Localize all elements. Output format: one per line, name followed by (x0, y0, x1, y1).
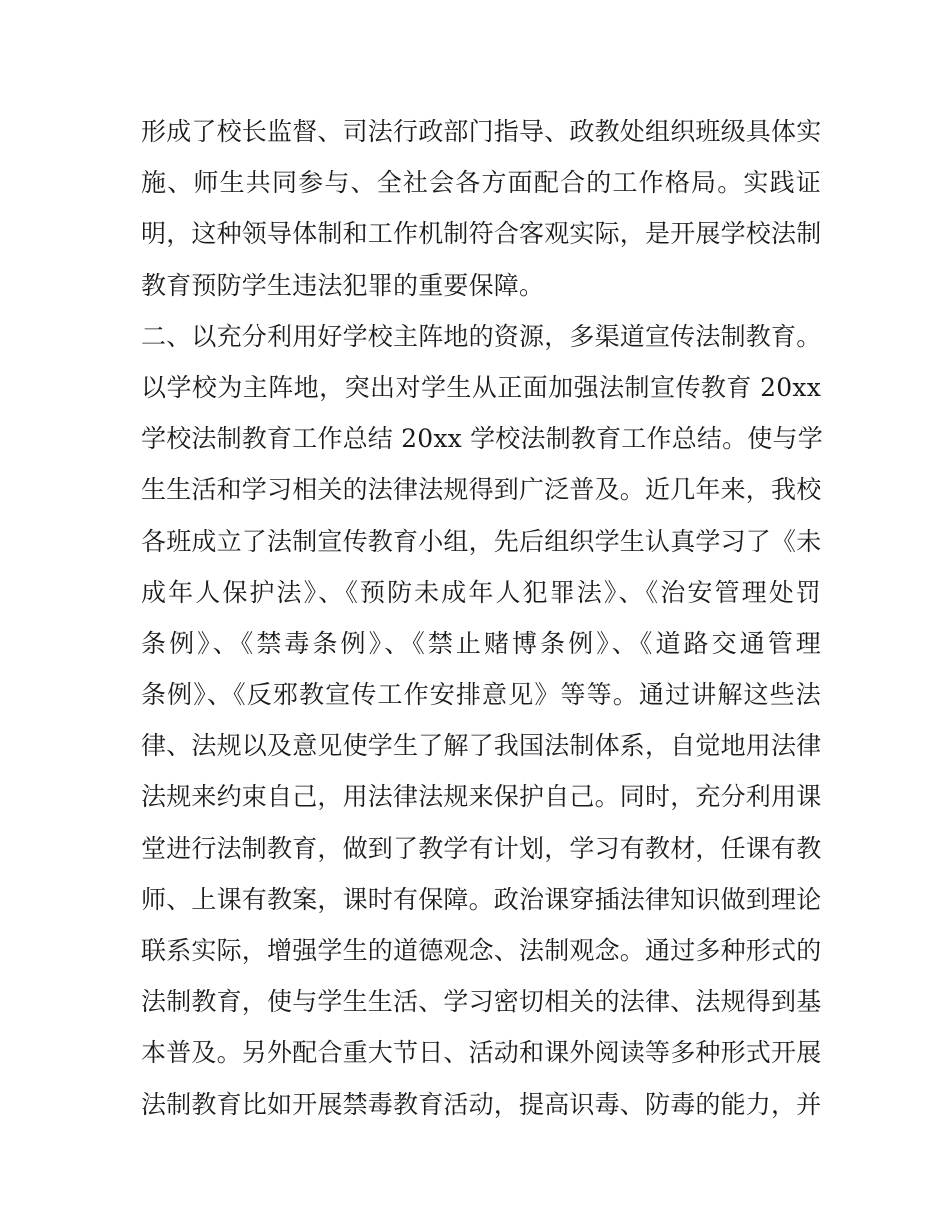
text-line: 以学校为主阵地，突出对学生从正面加强法制宣传教育 20xx (141, 372, 821, 402)
text-line: 学校法制教育工作总结 20xx 学校法制教育工作总结。使与学 (141, 424, 823, 454)
text-line: 本普及。另外配合重大节日、活动和课外阅读等多种形式开展 (141, 1038, 822, 1068)
text-line: 联系实际，增强学生的道德观念、法制观念。通过多种形式的 (141, 936, 822, 965)
text-line: 堂进行法制教育，做到了教学有计划，学习有教材，任课有教 (141, 833, 822, 863)
section-heading: 二、以充分利用好学校主阵地的资源，多渠道宣传法制教育。 (141, 321, 822, 351)
text-line: 教育预防学生违法犯罪的重要保障。 (141, 270, 545, 300)
text-line: 法规来约束自己，用法律法规来保护自己。同时，充分利用课 (141, 782, 822, 812)
text-line: 条例》、《禁毒条例》、《禁止赌博条例》、《道路交通管理 (141, 628, 821, 658)
text-line: 法制教育，使与学生生活、学习密切相关的法律、法规得到基 (141, 987, 822, 1017)
text-line: 施、师生共同参与、全社会各方面配合的工作格局。实践证 (141, 168, 821, 198)
text-line: 各班成立了法制宣传教育小组，先后组织学生认真学习了《未 (141, 526, 822, 556)
body-text (141, 106, 821, 1130)
text-line: 师、上课有教案，课时有保障。政治课穿插法律知识做到理论 (141, 884, 822, 914)
text-line: 律、法规以及意见使学生了解了我国法制体系，自觉地用法律 (141, 731, 822, 761)
text-line: 生生活和学习相关的法律法规得到广泛普及。近几年来，我校 (141, 475, 822, 505)
text-line: 条例》、《反邪教宣传工作安排意见》等等。通过讲解这些法 (141, 680, 821, 710)
text-line: 法制教育比如开展禁毒教育活动，提高识毒、防毒的能力，并 (141, 1089, 822, 1119)
text-line: 形成了校长监督、司法行政部门指导、政教处组织班级具体实 (141, 117, 822, 146)
text-line: 明，这种领导体制和工作机制符合客观实际，是开展学校法制 (141, 219, 822, 249)
text-line: 成年人保护法》、《预防未成年人犯罪法》、《治安管理处罚 (141, 577, 821, 607)
